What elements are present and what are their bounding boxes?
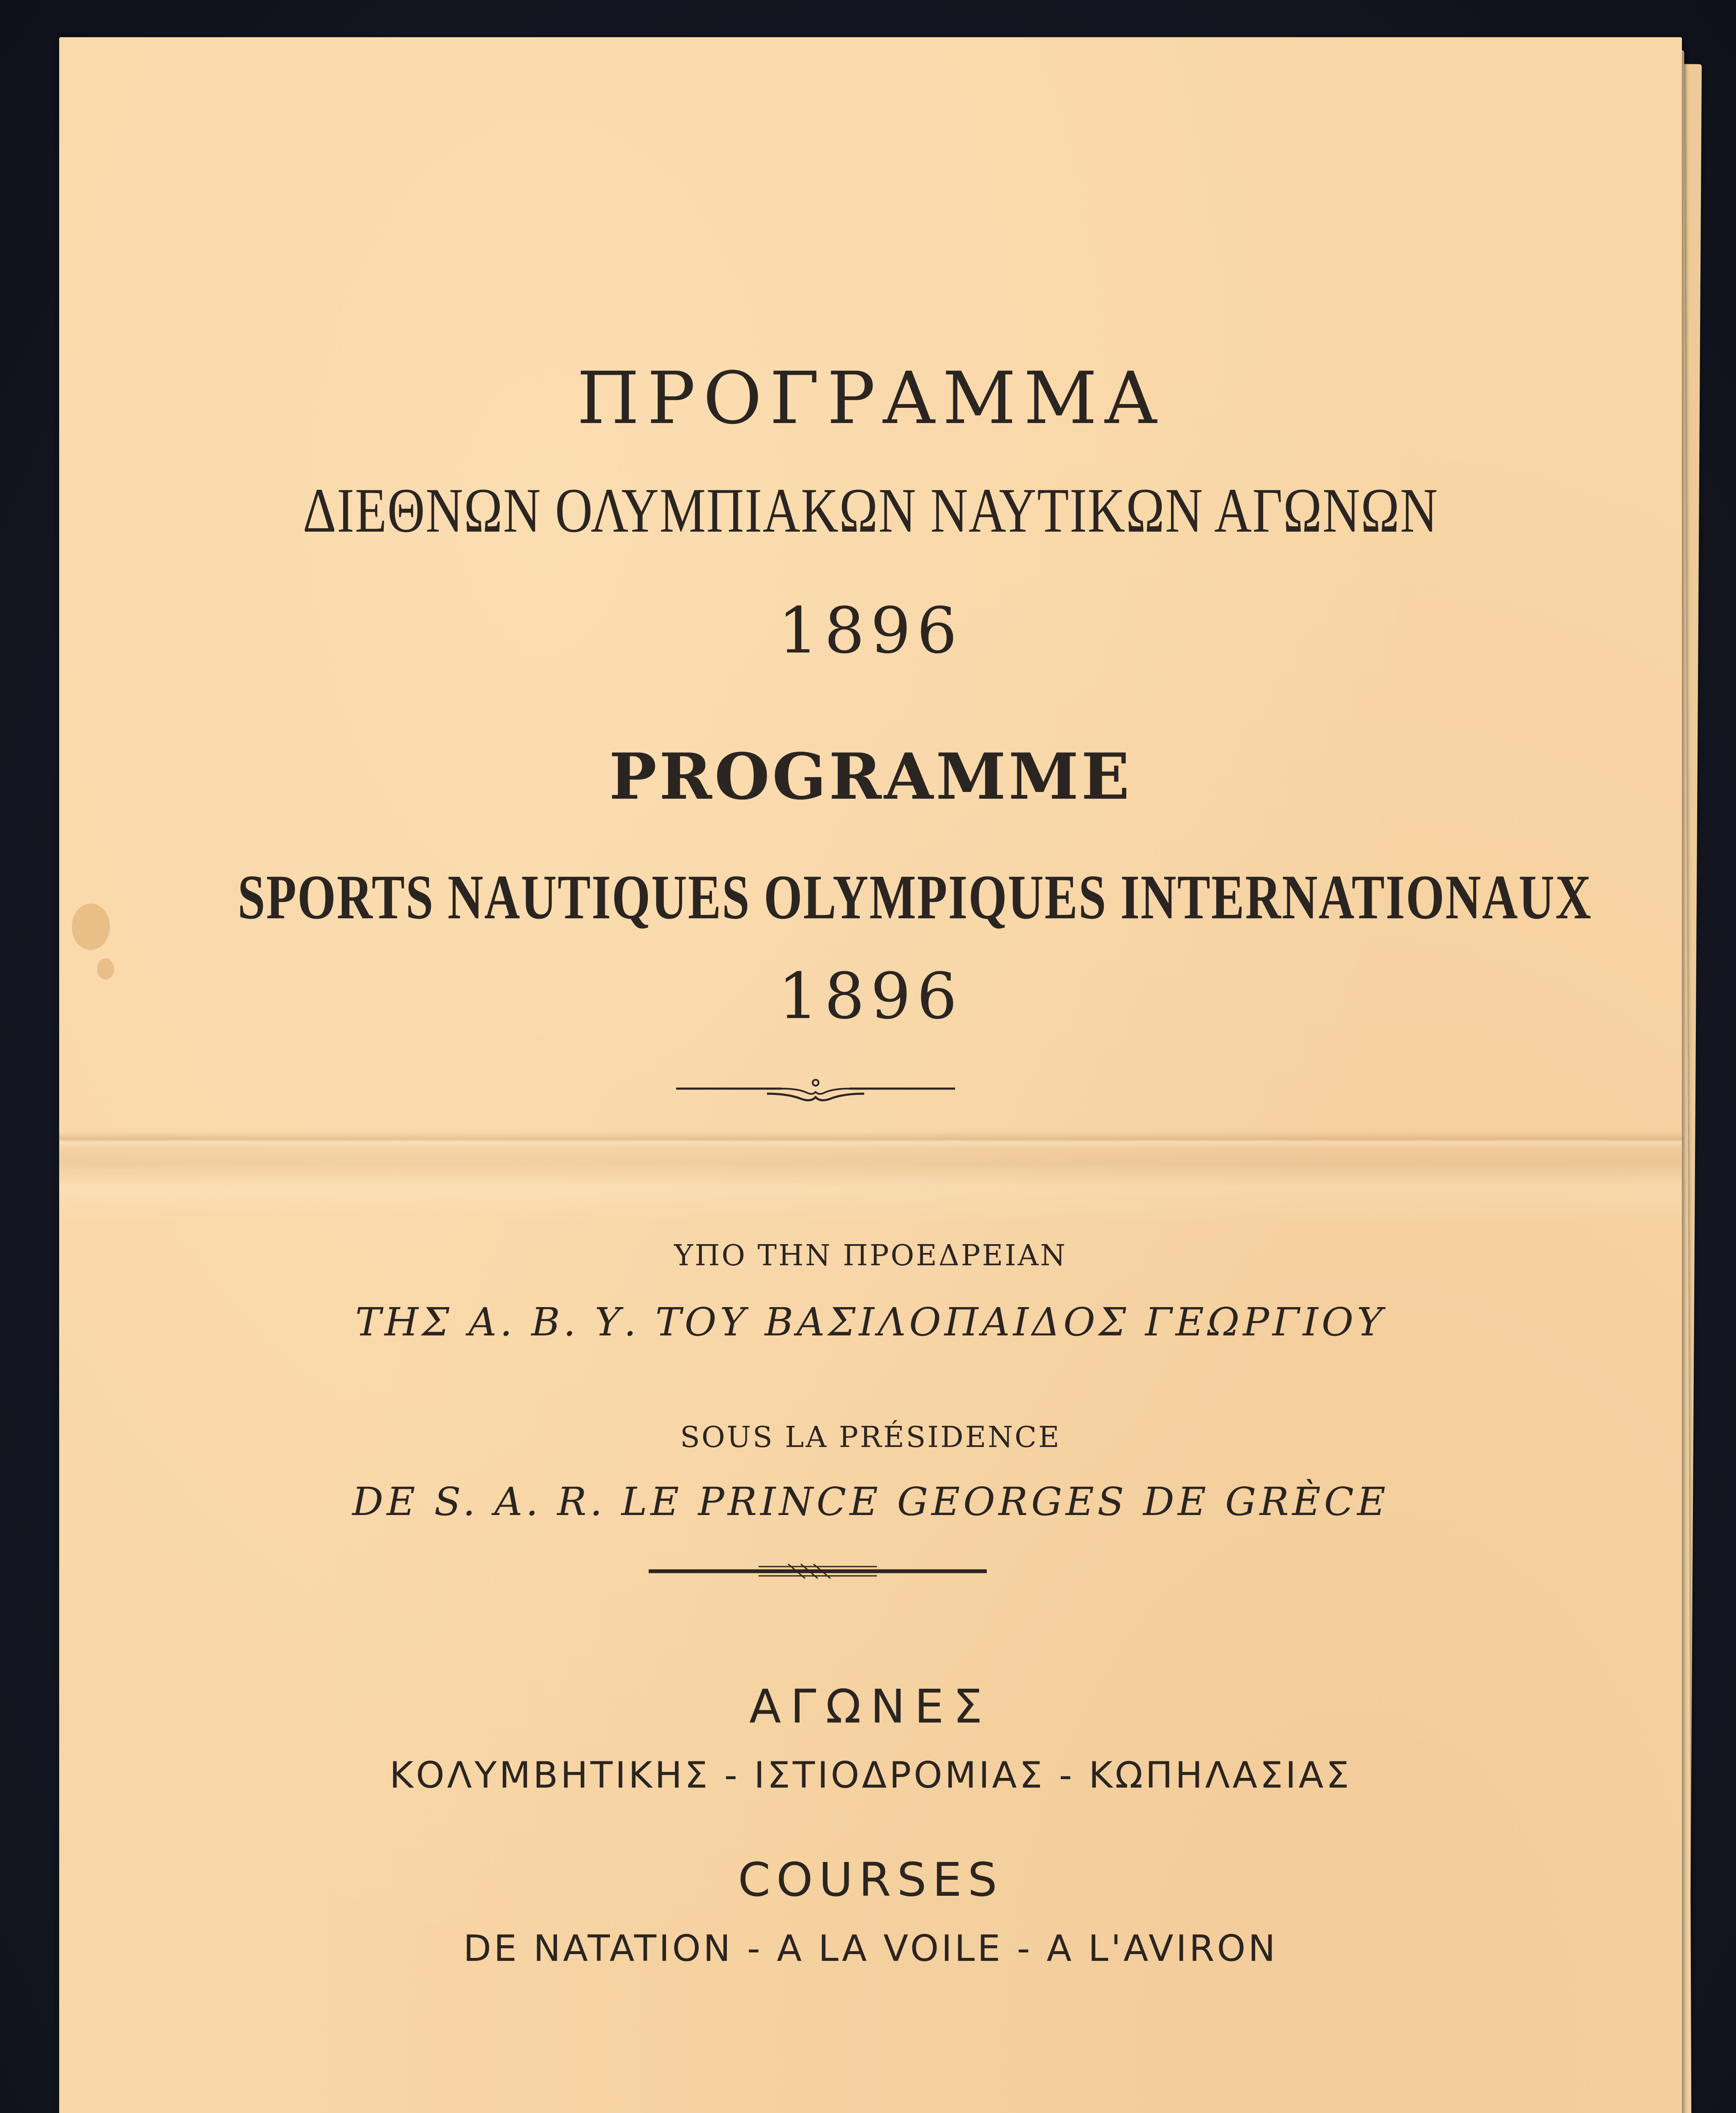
patronage-french-intro: SOUS LA PRÉSIDENCE: [680, 1421, 1061, 1454]
events-french-heading: COURSES: [738, 1853, 1003, 1907]
patronage-greek-intro: ΥΠΟ ΤΗΝ ΠΡΟΕΔΡΕΙΑΝ: [674, 1239, 1067, 1272]
paper-fold: [59, 1132, 1682, 1149]
patronage-greek: ΤΗΣ Α. Β. Υ. ΤΟΥ ΒΑΣΙΛΟΠΑΙΔΟΣ ΓΕΩΡΓΙΟΥ: [355, 1299, 1386, 1345]
program-cover-page: [59, 37, 1682, 2113]
events-greek-list: ΚΟΛΥΜΒΗΤΙΚΗΣ - ΙΣΤΙΟΔΡΟΜΙΑΣ - ΚΩΠΗΛΑΣΙΑΣ: [389, 1754, 1352, 1796]
patronage-french: DE S. A. R. LE PRINCE GEORGES DE GRÈCE: [352, 1479, 1389, 1524]
french-title: PROGRAMME: [609, 740, 1132, 814]
events-greek-heading: ΑΓΩΝΕΣ: [749, 1679, 992, 1734]
greek-title: ΠΡΟΓΡΑΜΜΑ: [576, 357, 1165, 440]
greek-year: 1896: [778, 594, 963, 668]
paper-stain: [72, 904, 110, 950]
french-year: 1896: [778, 960, 963, 1033]
french-subtitle: SPORTS NAUTIQUES OLYMPIQUES INTERNATIONAUX: [237, 862, 1592, 932]
events-french-list: DE NATATION - A LA VOILE - A L'AVIRON: [463, 1927, 1278, 1970]
ornament-divider-upper: [676, 1077, 955, 1111]
greek-subtitle: ΔΙΕΘΝΩΝ ΟΛΥΜΠΙΑΚΩΝ ΝΑΥΤΙΚΩΝ ΑΓΩΝΩΝ: [303, 475, 1438, 546]
ornament-divider-lower: [649, 1561, 987, 1582]
